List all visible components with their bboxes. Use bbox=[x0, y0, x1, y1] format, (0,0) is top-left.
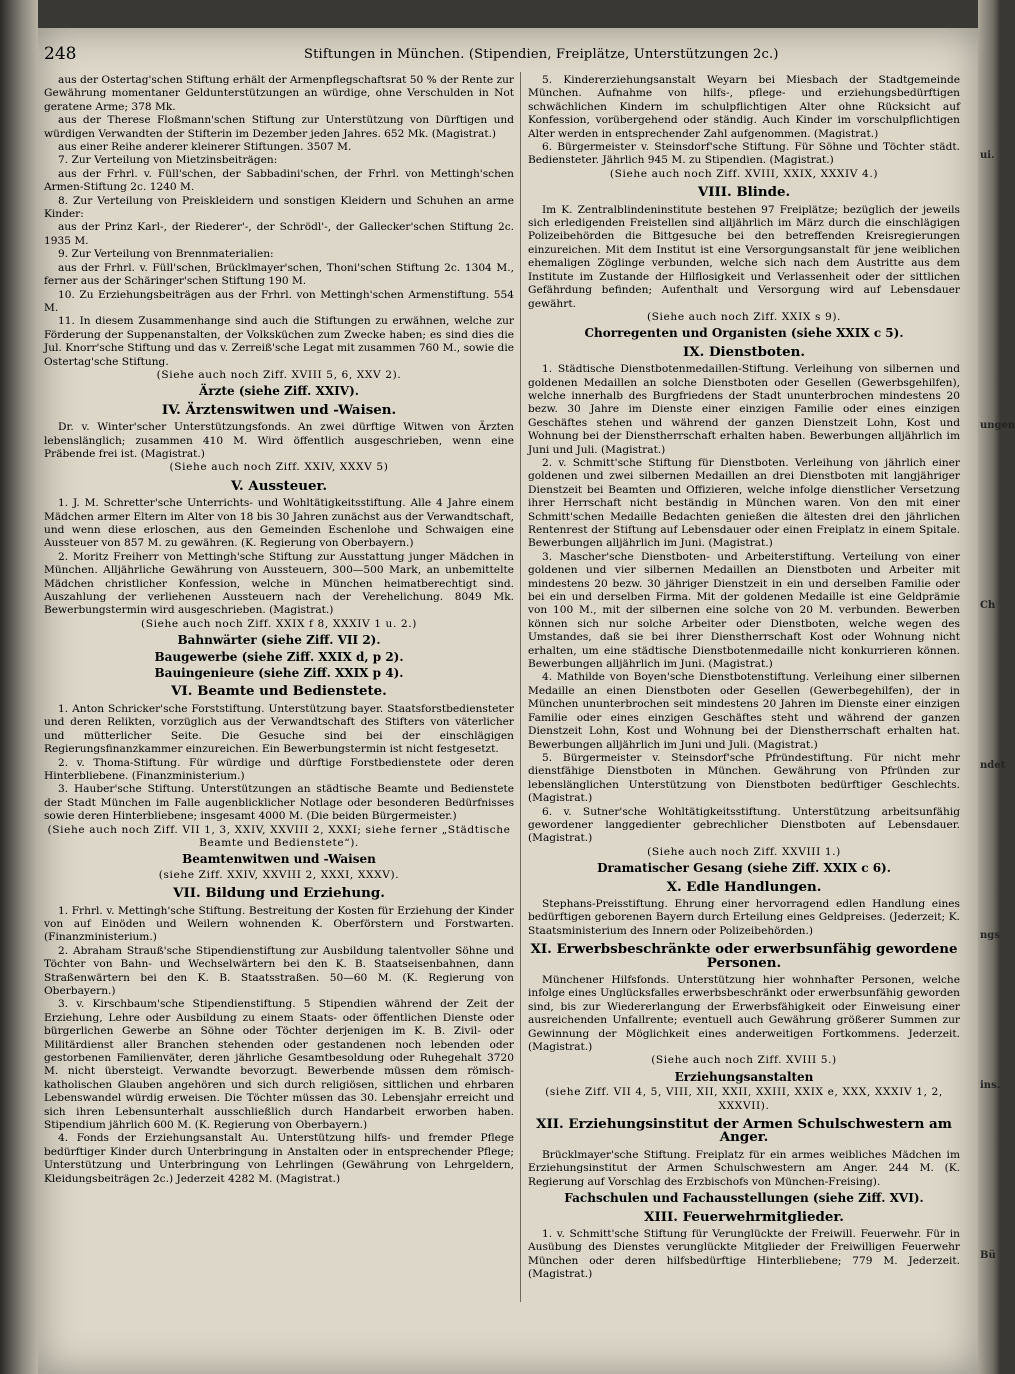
section-heading: IV. Ärztenswitwen und -Waisen. bbox=[161, 401, 397, 418]
edge-fragment: ungen bbox=[980, 420, 1015, 431]
cross-reference: (Siehe auch noch Ziff. XVIII 5.) bbox=[651, 1054, 837, 1067]
column-rule bbox=[520, 72, 521, 1302]
page-header bbox=[44, 44, 944, 68]
paragraph: 1. Frhrl. v. Mettingh'sche Stiftung. Bestreitung der Kosten für Erziehung der Kinder von auf Einöden und Weilern wohnenden K. Oberförstern und Forstwarten. (Finanzministerium.) bbox=[44, 904, 514, 944]
section-heading: XI. Erwerbsbeschränkte oder erwerbsunfähig gewordene Personen. bbox=[530, 941, 958, 971]
adjacent-page-edge bbox=[978, 0, 1015, 1374]
paragraph: Im K. Zentralblindeninstitute bestehen 97 Freiplätze; bezüglich der jeweils sich erledigenden Freistellen sind alljährlich im März durch die einschlägigen Polizeibehörden die Bittgesuche bei den betreffenden Kreisregierungen einzureichen. Mit dem Institut ist eine Versorgungsanstalt für jene weiblichen ehemaligen Zöglinge verbunden, welche sich nach dem Austritte aus dem Institute im Zustande der Hilflosigkeit und Verlassenheit oder der sittlichen Gefährdung befinden; Aufenthalt und Versorgung wird auf Lebensdauer gewährt. bbox=[528, 203, 960, 310]
page-number: 248 bbox=[44, 44, 77, 64]
left-column bbox=[44, 74, 514, 1186]
cross-reference: (Siehe auch noch Ziff. XXIX s 9). bbox=[646, 310, 842, 323]
paragraph: Stephans-Preisstiftung. Ehrung einer hervorragend edlen Handlung eines bedürftigen geborenen Bayern durch Erteilung eines Geldpreises. (Jederzeit; K. Staatsministerium des Innern oder Polizeibehörden.) bbox=[528, 897, 960, 937]
cross-reference: (Siehe auch noch Ziff. VII 1, 3, XXIV, XXVIII 2, XXXI; siehe ferner „Städtische Beamte und Bedienstete“). bbox=[47, 823, 511, 849]
paragraph: 2. v. Thoma-Stiftung. Für würdige und dürftige Forstbedienstete oder deren Hinterbliebene. (Finanzministerium.) bbox=[44, 756, 514, 782]
section-heading: V. Aussteuer. bbox=[230, 477, 328, 494]
paragraph: 1. v. Schmitt'sche Stiftung für Verunglückte der Freiwill. Feuerwehr. Für in Ausübung des Dienstes verunglückte Mitglieder der Freiwilligen Feuerwehr München oder deren hilfsbedürftige Hinterbliebene; 779 M. Jederzeit. (Magistrat.) bbox=[528, 1227, 960, 1281]
paragraph: aus der Ostertag'schen Stiftung erhält der Armenpflegschaftsrat 50 % der Rente zur Gewährung momentaner Geldunterstützungen an würdige, ohne Verschulden in Not geratene Arme; 378 Mk. bbox=[44, 74, 514, 113]
paragraph: 1. J. M. Schretter'sche Unterrichts- und Wohltätigkeitsstiftung. Alle 4 Jahre einem Mädchen armer Eltern im Alter von 18 bis 30 Jahren zunächst aus der Verwandtschaft, und wenn diese erloschen, aus den Gemeinden Eschenlohe und Schwaigen eine Aussteuer von 857 M. zu gewähren. (K. Regierung von Oberbayern.) bbox=[44, 497, 514, 550]
cross-reference: (siehe Ziff. XXIV, XXVIII 2, XXXI, XXXV). bbox=[158, 868, 400, 881]
right-column bbox=[528, 74, 960, 1282]
cross-reference: (Siehe auch noch Ziff. XVIII, XXIX, XXXIV 4.) bbox=[609, 167, 879, 180]
paragraph: 6. v. Sutner'sche Wohltätigkeitsstiftung. Unterstützung arbeitsunfähig gewordener langgedienter gebrechlicher Dienstboten auf Lebensdauer. (Magistrat.) bbox=[528, 805, 960, 845]
paragraph: Brücklmayer'sche Stiftung. Freiplatz für ein armes weibliches Mädchen im Erziehungsinstitut der Armen Schulschwestern am Anger. 244 M. (K. Regierung auf Vorschlag des Erzbischofs von München-Freising). bbox=[528, 1148, 960, 1188]
paragraph: 10. Zu Erziehungsbeiträgen aus der Frhrl. von Mettingh'schen Armenstiftung. 554 M. bbox=[44, 288, 514, 314]
subheading: Chorregenten und Organisten (siehe XXIX c 5). bbox=[584, 326, 904, 341]
book-gutter bbox=[0, 0, 38, 1374]
paragraph: 2. v. Schmitt'sche Stiftung für Dienstboten. Verleihung von jährlich einer goldenen und zwei silbernen Medaillen an drei Dienstboten mit langjähriger Dienstzeit bei Beamten und Offizieren, welche infolge dienstlicher Versetzung ihrer Herrschaft nicht beständig in München waren. Von den mit einer Schmitt'schen Medaille Bedachten genießen die ältesten drei den jährlichen Rentenrest der Stiftung auf Lebensdauer oder einen Freiplatz in einem Spitale. Bewerbungen alljährlich im Juni. (Magistrat.) bbox=[528, 456, 960, 550]
paragraph: Münchener Hilfsfonds. Unterstützung hier wohnhafter Personen, welche infolge eines Unglücksfalles erwerbsbeschränkt oder erwerbsunfähig geworden sind, bis zur Wiedererlangung der Erwerbsfähigkeit oder Einweisung einer ausreichenden Unfallrente; eventuell auch Gewährung größerer Summen zur Gewinnung der Möglichkeit eines anderweitigen Fortkommens. Jederzeit. (Magistrat.) bbox=[528, 974, 960, 1054]
paragraph: 2. Moritz Freiherr von Mettingh'sche Stiftung zur Ausstattung junger Mädchen in München. Alljährliche Gewährung von Aussteuern, 300—500 Mark, an unbemittelte Mädchen christlicher Konfession, welche in München heimatberechtigt sind. Auszahlung der verliehenen Aussteuern nach der Verehelichung. 8049 Mk. Bewerbungstermin wird ausgeschrieben. (Magistrat.) bbox=[44, 550, 514, 617]
cross-reference: (Siehe auch noch Ziff. XXIX f 8, XXXIV 1 u. 2.) bbox=[141, 617, 417, 630]
subheading: Baugewerbe (siehe Ziff. XXIX d, p 2). bbox=[154, 649, 404, 664]
paragraph: 3. Mascher'sche Dienstboten- und Arbeiterstiftung. Verteilung von einer goldenen und vier silbernen Medaillen an Dienstboten und Arbeiter mit mindestens 20 bezw. 30 jähriger Dienstzeit in ein und derselben Familie oder bei ein und derselben Firma. Mit der goldenen Medaille ist eine Geldprämie von 100 M., mit der silbernen eine solche von 20 M. verbunden. Bewerben können sich nur solche Arbeiter oder Dienstboten, welche wegen des Umstandes, daß sie bei ihrer Dienstherrschaft Kost oder Wohnung nicht erhalten, um eine städtische Dienstbotenmedaille nicht konkurrieren können. Bewerbungen alljährlich im Juni. (Magistrat.) bbox=[528, 550, 960, 671]
subheading: Dramatischer Gesang (siehe Ziff. XXIX c 6). bbox=[597, 861, 891, 876]
paragraph: 1. Städtische Dienstbotenmedaillen-Stiftung. Verleihung von silbernen und goldenen Medaillen an solche Dienstboten oder Gesellen (Gewerbsgehilfen), welche innerhalb des Burgfriedens der Stadt ununterbrochen mindestens 20 bezw. 30 Jahre im Dienste einer einzigen Familie oder eines einzigen Geschäftes stehen und während der ganzen Dienstzeit Lohn, Kost und Wohnung bei der Dienstherrschaft erhalten haben. Bewerbungen alljährlich im Juni und Juli. (Magistrat.) bbox=[528, 363, 960, 456]
paragraph: 8. Zur Verteilung von Preiskleidern und sonstigen Kleidern und Schuhen an arme Kinder: bbox=[44, 194, 514, 221]
paragraph: 6. Bürgermeister v. Steinsdorf'sche Stiftung. Für Söhne und Töchter städt. Bediensteter. Jährlich 945 M. zu Stipendien. (Magistrat.) bbox=[528, 141, 960, 167]
subheading: Bauingenieure (siehe Ziff. XXIX p 4). bbox=[154, 666, 404, 681]
subheading: Ärzte (siehe Ziff. XXIV). bbox=[199, 384, 359, 399]
edge-fragment: ui. bbox=[980, 150, 995, 161]
paragraph: 4. Fonds der Erziehungsanstalt Au. Unterstützung hilfs- und fremder Pflege bedürftiger Kinder durch Unterbringung in Anstalten oder in entsprechender Pflege; Unterstützung und Unterbringung von Lehrlingen (Gewährung von Lehrgeldern, Kleidungsbeiträgen 2c.) Jederzeit 4282 M. (Magistrat.) bbox=[44, 1132, 514, 1185]
section-heading: VIII. Blinde. bbox=[697, 184, 791, 201]
cross-reference: (Siehe auch noch Ziff. XXIV, XXXV 5) bbox=[169, 461, 389, 474]
paragraph: 5. Bürgermeister v. Steinsdorf'sche Pfründestiftung. Für nicht mehr dienstfähige Dienstboten in München. Gewährung von Pfründen zur lebenslänglichen Unterstützung von Dienstboten bedürftiger Geschlechts. (Magistrat.) bbox=[528, 751, 960, 805]
section-heading: X. Edle Handlungen. bbox=[666, 878, 822, 895]
paragraph: 3. Hauber'sche Stiftung. Unterstützungen an städtische Beamte und Bedienstete der Stadt München im Falle augenblicklicher Notlage oder besonderen Bedürfnisses sowie deren Hinterbliebene; insgesamt 4000 M. (Die beiden Bürgermeister.) bbox=[44, 783, 514, 823]
paragraph: 3. v. Kirschbaum'sche Stipendienstiftung. 5 Stipendien während der Zeit der Erziehung, Lehre oder Ausbildung zu einem Staats- oder öffentlichen Dienste oder bürgerlichen Gewerbe an Söhne oder Töchter derjenigen im K. B. Zivil- oder Militärdienst aller Branchen stehenden oder gestandenen noch lebenden oder gestorbenen Familienväter, deren jährliche Gesamtbesoldung oder Ruhegehalt 3720 M. nicht übersteigt. Verwandte bevorzugt. Bewerbende müssen dem römisch-katholischen Glauben angehören und sich durch religiösen, sittlichen und ehrbaren Lebenswandel würdig erweisen. Die Töchter müssen das 30. Lebensjahr erreicht und sich ihren Lebensunterhalt ausschließlich durch Handarbeit erworben haben. Stipendium jährlich 600 M. (K. Regierung von Oberbayern.) bbox=[44, 998, 514, 1132]
section-heading: IX. Dienstboten. bbox=[682, 343, 806, 360]
running-title: Stiftungen in München. (Stipendien, Freiplätze, Unterstützungen 2c.) bbox=[304, 47, 779, 62]
paragraph: 4. Mathilde von Boyen'sche Dienstbotenstiftung. Verleihung einer silbernen Medaille an einen Dienstboten oder Gesellen (Gewerbegehilfen), der in München ununterbrochen seit mindestens 20 Jahren im Dienste einer einzigen Familie oder eines einzigen Geschäftes steht und während der ganzen Dienstzeit Lohn, Kost und Wohnung bei der Dienstherrschaft erhalten hat. Bewerbungen alljährlich im Juni und Juli. (Magistrat.) bbox=[528, 671, 960, 751]
paragraph: aus der Therese Floßmann'schen Stiftung zur Unterstützung von Dürftigen und würdigen Verwandten der Stifterin im Dezember jeden Jahres. 652 Mk. (Magistrat.) bbox=[44, 114, 514, 140]
section-heading: XII. Erziehungsinstitut der Armen Schulschwestern am Anger. bbox=[536, 1116, 952, 1146]
edge-fragment: ins. bbox=[980, 1080, 1001, 1091]
paragraph: aus der Frhrl. v. Füll'schen, Brücklmayer'schen, Thoni'schen Stiftung 2c. 1304 M., ferner aus der Schäringer'schen Stiftung 190 M. bbox=[44, 261, 514, 288]
paragraph: 2. Abraham Strauß'sche Stipendienstiftung zur Ausbildung talentvoller Söhne und Töchter von Bahn- und Wechselwärtern bei den K. B. Staatseisenbahnen, dann Straßenwärtern bei den K. B. Staatsstraßen. 50—60 M. (K. Regierung von Oberbayern.) bbox=[44, 944, 514, 997]
section-heading: VI. Beamte und Bedienstete. bbox=[171, 683, 387, 700]
edge-fragment: Ch bbox=[980, 600, 996, 611]
paragraph: Dr. v. Winter'scher Unterstützungsfonds. An zwei dürftige Witwen von Ärzten lebenslänglich; zusammen 410 M. Wird öffentlich ausgeschrieben, wenn eine Präbende frei ist. (Magistrat.) bbox=[44, 421, 514, 460]
subheading: Erziehungsanstalten bbox=[674, 1069, 814, 1084]
section-heading: XIII. Feuerwehrmitglieder. bbox=[644, 1208, 844, 1225]
paragraph: 5. Kindererziehungsanstalt Weyarn bei Miesbach der Stadtgemeinde München. Aufnahme von hilfs-, pflege- und erziehungsbedürftigen schwächlichen Kindern im schulpflichtigen Alter ohne Rücksicht auf Konfession, vorübergehend oder ständig. Auch Kinder im vorschulpflichtigen Alter werden in entsprechender Zahl aufgenommen. (Magistrat.) bbox=[528, 74, 960, 140]
paragraph: 11. In diesem Zusammenhange sind auch die Stiftungen zu erwähnen, welche zur Förderung der Suppenanstalten, der Volksküchen zum Zwecke haben; es sind dies die Jul. Knorr'sche Stiftung und das v. Zerreiß'sche Legat mit zusammen 760 M., sowie die Ostertag'sche Stiftung. bbox=[44, 315, 514, 368]
paragraph: 1. Anton Schricker'sche Forststiftung. Unterstützung bayer. Staatsforstbediensteter und deren Relikten, vorzüglich aus der Verwandtschaft des Stifters von väterlicher und mütterlicher Seite. Die Gesuche sind bei der einschlägigen Regierungsfinanzkammer einzureichen. Ein Bewerbungstermin ist nicht festgesetzt. bbox=[44, 702, 514, 756]
subheading: Beamtenwitwen und -Waisen bbox=[182, 852, 376, 867]
paragraph: aus einer Reihe anderer kleinerer Stiftungen. 3507 M. bbox=[58, 141, 352, 154]
cross-reference: (Siehe auch noch Ziff. XXVIII 1.) bbox=[647, 845, 841, 858]
paragraph: 7. Zur Verteilung von Mietzinsbeiträgen: bbox=[58, 154, 278, 167]
paragraph: 9. Zur Verteilung von Brennmaterialien: bbox=[58, 248, 274, 261]
cross-reference: (Siehe auch noch Ziff. XVIII 5, 6, XXV 2). bbox=[156, 368, 402, 381]
edge-fragment: Bü bbox=[980, 1250, 996, 1261]
subheading: Bahnwärter (siehe Ziff. VII 2). bbox=[177, 633, 381, 648]
subheading: Fachschulen und Fachausstellungen (siehe Ziff. XVI). bbox=[564, 1191, 924, 1206]
edge-fragment: ngs bbox=[980, 930, 1000, 941]
section-heading: VII. Bildung und Erziehung. bbox=[173, 885, 385, 902]
paragraph: aus der Prinz Karl-, der Riederer'-, der Schrödl'-, der Gallecker'schen Stiftung 2c. 1935 M. bbox=[44, 221, 514, 247]
edge-fragment: ndet bbox=[980, 760, 1006, 771]
cross-reference: (siehe Ziff. VII 4, 5, VIII, XII, XXII, XXIII, XXIX e, XXX, XXXIV 1, 2, XXXVII). bbox=[545, 1086, 943, 1112]
paragraph: aus der Frhrl. v. Füll'schen, der Sabbadini'schen, der Frhrl. von Mettingh'schen Armen-Stiftung 2c. 1240 M. bbox=[44, 167, 514, 194]
